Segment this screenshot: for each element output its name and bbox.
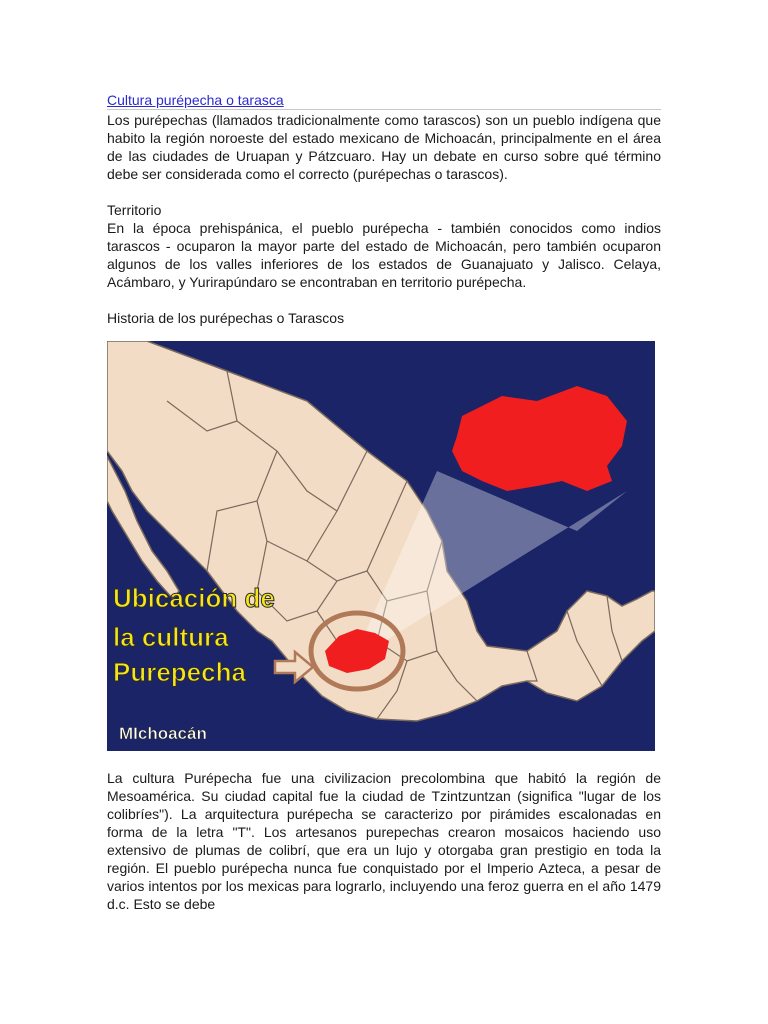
article-title-link[interactable]: Cultura purépecha o tarasca bbox=[107, 92, 284, 108]
territorio-paragraph: En la época prehispánica, el pueblo purépecha - también conocidos como indios tarascos - ocuparon la mayor parte del estado de Michoacán, pero también ocuparon algunos de los valles inferiores de los estados de Guanajuato y Jalisco. Celaya, Acámbaro, y Yurirapúndaro se encontraban en territorio purépecha. bbox=[107, 220, 661, 290]
territorio-heading: Territorio bbox=[107, 202, 162, 218]
michoacan-map-image bbox=[107, 341, 655, 751]
map-caption-line3: Purepecha bbox=[113, 657, 246, 687]
intro-paragraph: Los purépechas (llamados tradicionalmente como tarascos) son un pueblo indígena que habito la región noroeste del estado mexicano de Michoacán, principalmente en el área de las ciudades de Uruapan y Pátzcuaro. Hay un debate en curso sobre qué término debe ser considerada como el correcto (purépechas o tarascos). bbox=[107, 112, 661, 182]
map-caption-line1: Ubicación de bbox=[113, 583, 275, 613]
mexico-map bbox=[107, 341, 655, 751]
divider bbox=[107, 109, 661, 110]
historia-paragraph: La cultura Purépecha fue una civilizacion precolombina que habitó la región de Mesoamérica. Su ciudad capital fue la ciudad de Tzintzuntzan (significa "lugar de los colibríes"). La arquitectura purépecha se caracterizo por pirámides escalonadas en forma de la letra "T". Los artesanos purepechas crearon mosaicos haciendo uso extensivo de plumas de colibrí, que era un lujo y otorgaba gran prestigio en toda la región. El pueblo purépecha nunca fue conquistado por el Imperio Azteca, a pesar de varios intentos por los mexicas para lograrlo, incluyendo una feroz guerra en el año 1479 d.c. Esto se debe bbox=[107, 770, 661, 912]
document-page bbox=[107, 92, 661, 913]
historia-heading: Historia de los purépechas o Tarascos bbox=[107, 310, 345, 326]
map-state-label: MIchoacán bbox=[119, 724, 207, 743]
map-caption-line2: la cultura bbox=[113, 622, 229, 652]
